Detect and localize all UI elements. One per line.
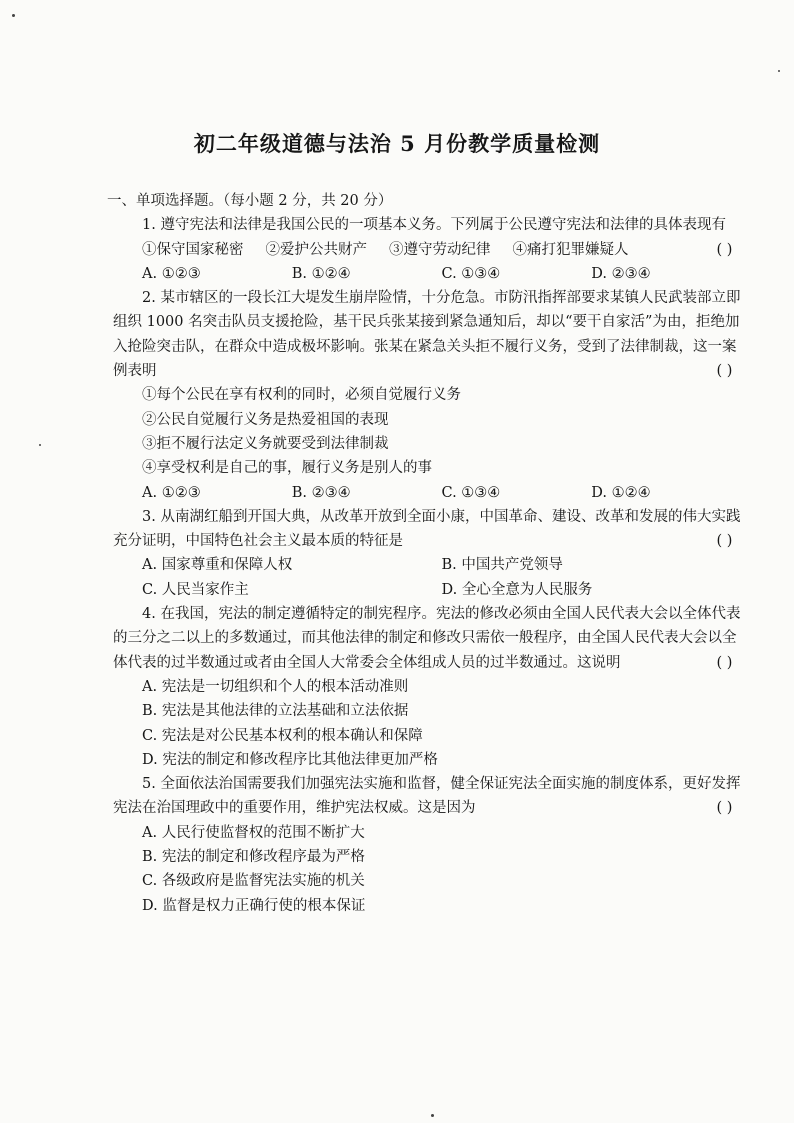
option-row: [113, 553, 741, 577]
option: C. ①③④: [441, 484, 501, 501]
question-1: [113, 213, 741, 286]
statement-list: [113, 238, 679, 262]
question-3: [113, 505, 741, 602]
statement: ②公民自觉履行义务是热爱祖国的表现: [142, 411, 389, 428]
answer-paren: ( ): [716, 654, 733, 671]
answer-paren: ( ): [716, 800, 733, 817]
question-stem: 5. 全面依法治国需要我们加强宪法实施和监督，健全保证宪法全面实施的制度体系，更好发挥宪法在治国理政中的重要作用，维护宪法权威。这是因为 ( ): [113, 772, 741, 821]
exam-content: [107, 189, 741, 918]
option: A. ①②③: [142, 265, 201, 282]
scan-speck: [778, 70, 780, 72]
option: B. 宪法的制定和修改程序最为严格: [142, 849, 365, 866]
question-stem: 2. 某市辖区的一段长江大堤发生崩岸险情，十分危急。市防汛指挥部要求某镇人民武装部立即组织 1000 名突击队员支援抢险，基干民兵张某接到紧急通知后，却以“要干自家活”为由，拒绝加入抢险突击队，在群众中造成极坏影响。张某在紧急关头拒不履行义务，受到了法律制裁，这一案例表明 ( ): [113, 286, 741, 383]
scan-speck: [39, 444, 41, 446]
option: D. 全心全意为人民服务: [441, 581, 593, 598]
option: B. ①②④: [291, 265, 351, 282]
option: C. 人民当家作主: [142, 581, 249, 598]
statement: ④享受权利是自己的事，履行义务是别人的事: [142, 460, 432, 477]
option-row: [113, 262, 741, 286]
exam-title: 初二年级道德与法治 5 月份教学质量检测: [193, 131, 601, 156]
option: D. 监督是权力正确行使的根本保证: [142, 897, 366, 914]
answer-paren: ( ): [716, 363, 733, 380]
option-row: [113, 481, 741, 505]
question-stem: 1. 遵守宪法和法律是我国公民的一项基本义务。下列属于公民遵守宪法和法律的具体表现有 ( ): [113, 213, 741, 237]
option: B. 宪法是其他法律的立法基础和立法依据: [142, 703, 409, 720]
answer-paren: ( ): [716, 533, 733, 550]
option: A. 国家尊重和保障人权: [142, 557, 293, 574]
question-stem: 3. 从南湖红船到开国大典，从改革开放到全面小康，中国革命、建设、改革和发展的伟大实践充分证明，中国特色社会主义最本质的特征是 ( ): [113, 505, 741, 554]
option: A. ①②③: [142, 484, 201, 501]
question-5: [113, 772, 741, 918]
option: B. 中国共产党领导: [441, 557, 563, 574]
statement: ③拒不履行法定义务就要受到法律制裁: [142, 435, 389, 452]
option: D. ①②④: [591, 484, 651, 501]
option: A. 人民行使监督权的范围不断扩大: [142, 824, 365, 841]
scan-speck: [12, 14, 15, 17]
question-stem: 4. 在我国，宪法的制定遵循特定的制宪程序。宪法的修改必须由全国人民代表大会以全体代表的三分之二以上的多数通过，而其他法律的制定和修改只需依一般程序，由全国人民代表大会以全体代表的过半数通过或者由全国人大常委会全体组成人员的过半数通过。这说明 ( ): [113, 602, 741, 675]
option: A. 宪法是一切组织和个人的根本活动准则: [142, 678, 409, 695]
question-4: [113, 602, 741, 772]
statement: ②爱护公共财产: [265, 241, 367, 258]
answer-paren: ( ): [716, 241, 733, 258]
section-heading: 一、单项选择题。（每小题 2 分，共 20 分）: [107, 193, 393, 209]
option: C. 宪法是对公民基本权利的根本确认和保障: [142, 727, 423, 744]
option-row: [113, 578, 741, 602]
statement: ①保守国家秘密: [142, 241, 244, 258]
statement: ③遵守劳动纪律: [389, 241, 491, 258]
option: C. ①③④: [441, 265, 501, 282]
question-2: [113, 286, 741, 505]
scan-speck: [431, 1114, 434, 1117]
option: C. 各级政府是监督宪法实施的机关: [142, 873, 365, 890]
statement: ④痛打犯罪嫌疑人: [512, 241, 629, 258]
option: D. 宪法的制定和修改程序比其他法律更加严格: [142, 751, 438, 768]
option: D. ②③④: [591, 265, 651, 282]
option: B. ②③④: [291, 484, 351, 501]
statement: ①每个公民在享有权利的同时，必须自觉履行义务: [142, 387, 461, 404]
